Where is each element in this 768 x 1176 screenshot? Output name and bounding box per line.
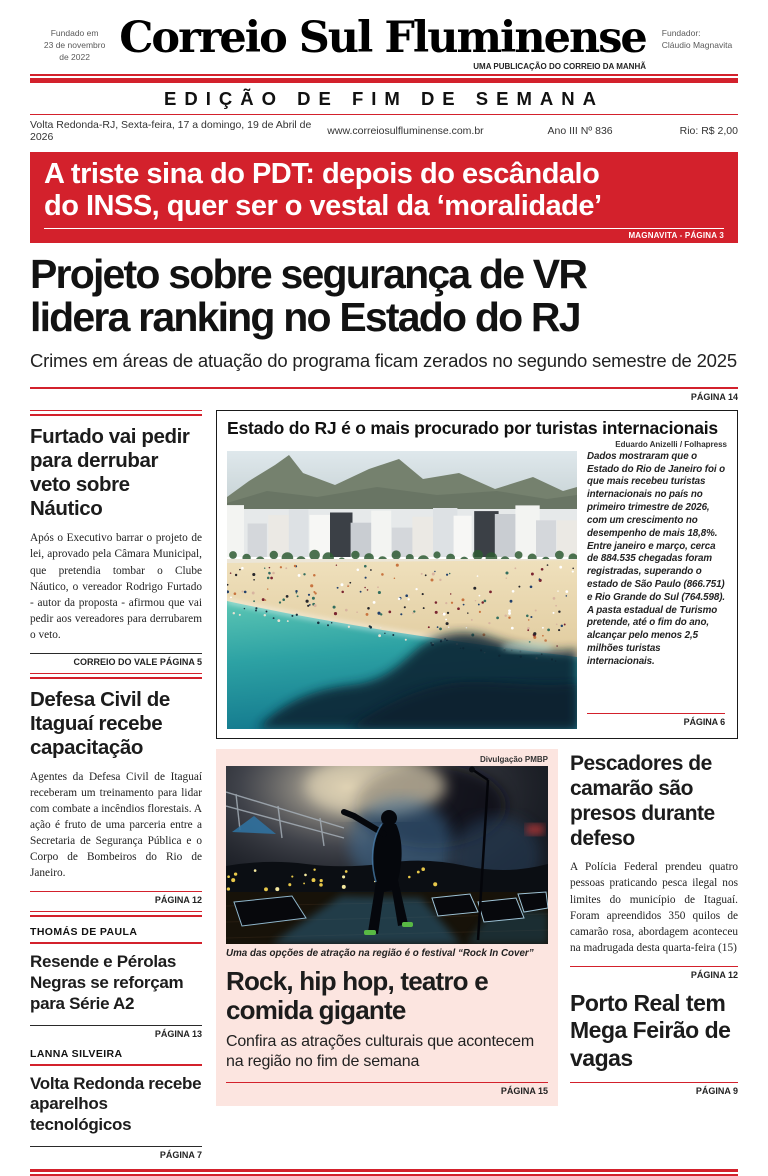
edition-banner: EDIÇÃO DE FIM DE SEMANA [164, 87, 604, 109]
article-title: Furtado vai pedir para derrubar veto sobre Náutico [30, 424, 190, 521]
lead-headline-line: Projeto sobre segurança de VR [30, 251, 587, 298]
founded-line: 23 de novembro [43, 39, 106, 50]
page-bottom-rule [30, 1169, 738, 1176]
photo-caption: Uma das opções de atração na região é o festival “Rock In Cover” [226, 947, 534, 959]
article-page-ref: CORREIO DO VALE PÁGINA 5 [73, 656, 202, 667]
article-body: A Polícia Federal prendeu quatro pessoas praticando pesca ilegal nos limites do município de Itaguaí. Foram apreendidos 350 quilos de camarão rosa, abordagem aconteceu na madrugada desta quarta-feira (15) [570, 861, 738, 954]
photo-credit: Divulgação PMBP [479, 754, 548, 764]
brief-title: Volta Redonda recebe aparelhos tecnológicos [30, 1073, 202, 1135]
article-title: Defesa Civil de Itaguaí recebe capacitação [30, 687, 170, 760]
dateline-price: Rio: R$ 2,00 [679, 124, 738, 137]
section-rule [30, 410, 202, 416]
tourism-summary-text: Dados mostraram que o Estado do Rio de Janeiro foi o que mais recebeu turistas internacionais no país no primeiro trimestre de 2026, com um crescimento no desempenho de mais 18,8%. Entre janeiro e março, cerca de 884.535 chegadas foram registradas, superando o estado de São Paulo (866.751) e Rio Grande do Sul (764.598). A pasta estadual de Turismo pretende, até o fim do ano, alcançar pelo menos 2,5 milhões turistas internacionais. [587, 450, 726, 667]
culture-title: Rock, hip hop, teatro e comida gigante [226, 965, 488, 1025]
dateline-location: Volta Redonda-RJ, Sexta-feira, 17 a domingo, 19 de Abril de 2026 [30, 118, 312, 143]
opinion-banner [30, 152, 738, 244]
dateline-issue: Ano III Nº 836 [547, 124, 613, 137]
right-column [570, 749, 738, 1106]
lead-headline-line: lidera ranking no Estado do RJ [30, 294, 580, 341]
article-title: Pescadores de camarão são presos durante defeso [570, 751, 715, 851]
section-rule [30, 673, 202, 679]
article-page-ref: PÁGINA 12 [690, 969, 738, 980]
culture-article [216, 749, 558, 1106]
beach-aerial-photo [227, 451, 577, 729]
article-title: Porto Real tem Mega Feirão de vagas [570, 989, 731, 1071]
masthead [30, 8, 738, 64]
lower-row [216, 749, 738, 1106]
masthead-rule [30, 74, 738, 83]
byline-rule [30, 1064, 202, 1066]
article-page-ref: PÁGINA 12 [154, 895, 202, 906]
article-body: Agentes da Defesa Civil de Itaguaí receberam um treinamento para lidar com combate a incêndios florestais. A ação é fruto de uma parceria entre a Secretaria de Segurança Pública e o Corpo de Bombeiros do Rio de Janeiro. [30, 771, 202, 880]
founded-line: Fundado em [50, 28, 99, 38]
article-page-ref: PÁGINA 9 [695, 1086, 738, 1097]
brief-page-ref: PÁGINA 7 [159, 1149, 202, 1160]
photo-credit: Eduardo Anizelli / Folhapress [615, 439, 727, 449]
brief-byline: THOMÁS DE PAULA [30, 926, 138, 939]
main-column [216, 410, 738, 1160]
byline-rule [30, 942, 202, 944]
tourism-title: Estado do RJ é o mais procurado por turistas internacionais [227, 417, 718, 438]
content-columns [30, 410, 738, 1160]
brief-title: Resende e Pérolas Negras se reforçam para Série A2 [30, 952, 184, 1013]
dateline-website: www.correiosulfluminense.com.br [327, 124, 484, 137]
culture-page-ref: PÁGINA 15 [500, 1085, 548, 1096]
brief-page-ref: PÁGINA 13 [154, 1028, 202, 1039]
newspaper-title: Correio Sul Fluminense [119, 13, 646, 63]
lead-story [30, 253, 738, 401]
tourism-article [216, 410, 738, 739]
opinion-page-ref: MAGNAVITA - PÁGINA 3 [628, 231, 724, 241]
tourism-summary [587, 451, 725, 729]
tourism-page-ref: PÁGINA 6 [683, 716, 725, 727]
founder-note [646, 14, 738, 52]
opinion-headline-line: do INSS, quer ser o vestal da ‘moralidade’ [44, 189, 602, 222]
culture-subhead: Confira as atrações culturais que acontecem na região no fim de semana [226, 1032, 535, 1070]
founder-name: Cláudio Magnavita [661, 39, 733, 50]
lead-subhead: Crimes em áreas de atuação do programa ficam zerados no segundo semestre de 2025 [30, 349, 737, 371]
founder-label: Fundador: [661, 28, 701, 38]
brief-byline: LANNA SILVEIRA [30, 1047, 123, 1060]
left-column [30, 410, 202, 1160]
founded-note [30, 14, 119, 64]
publication-note: UMA PUBLICAÇÃO DO CORREIO DA MANHÃ [473, 61, 646, 71]
opinion-headline-line: A triste sina do PDT: depois do escândalo [44, 157, 600, 190]
concert-stage-photo [226, 766, 548, 944]
founded-line: de 2022 [59, 51, 90, 62]
lead-page-ref: PÁGINA 14 [690, 391, 738, 402]
dateline [30, 115, 738, 148]
article-body: Após o Executivo barrar o projeto de lei, aprovado pela Câmara Municipal, que pretendia tombar o Clube Náutico, o vereador Rodrigo Furtado - autor da proposta - afirmou que vai pedir aos vereadores para derrubarem o veto. [30, 532, 202, 641]
